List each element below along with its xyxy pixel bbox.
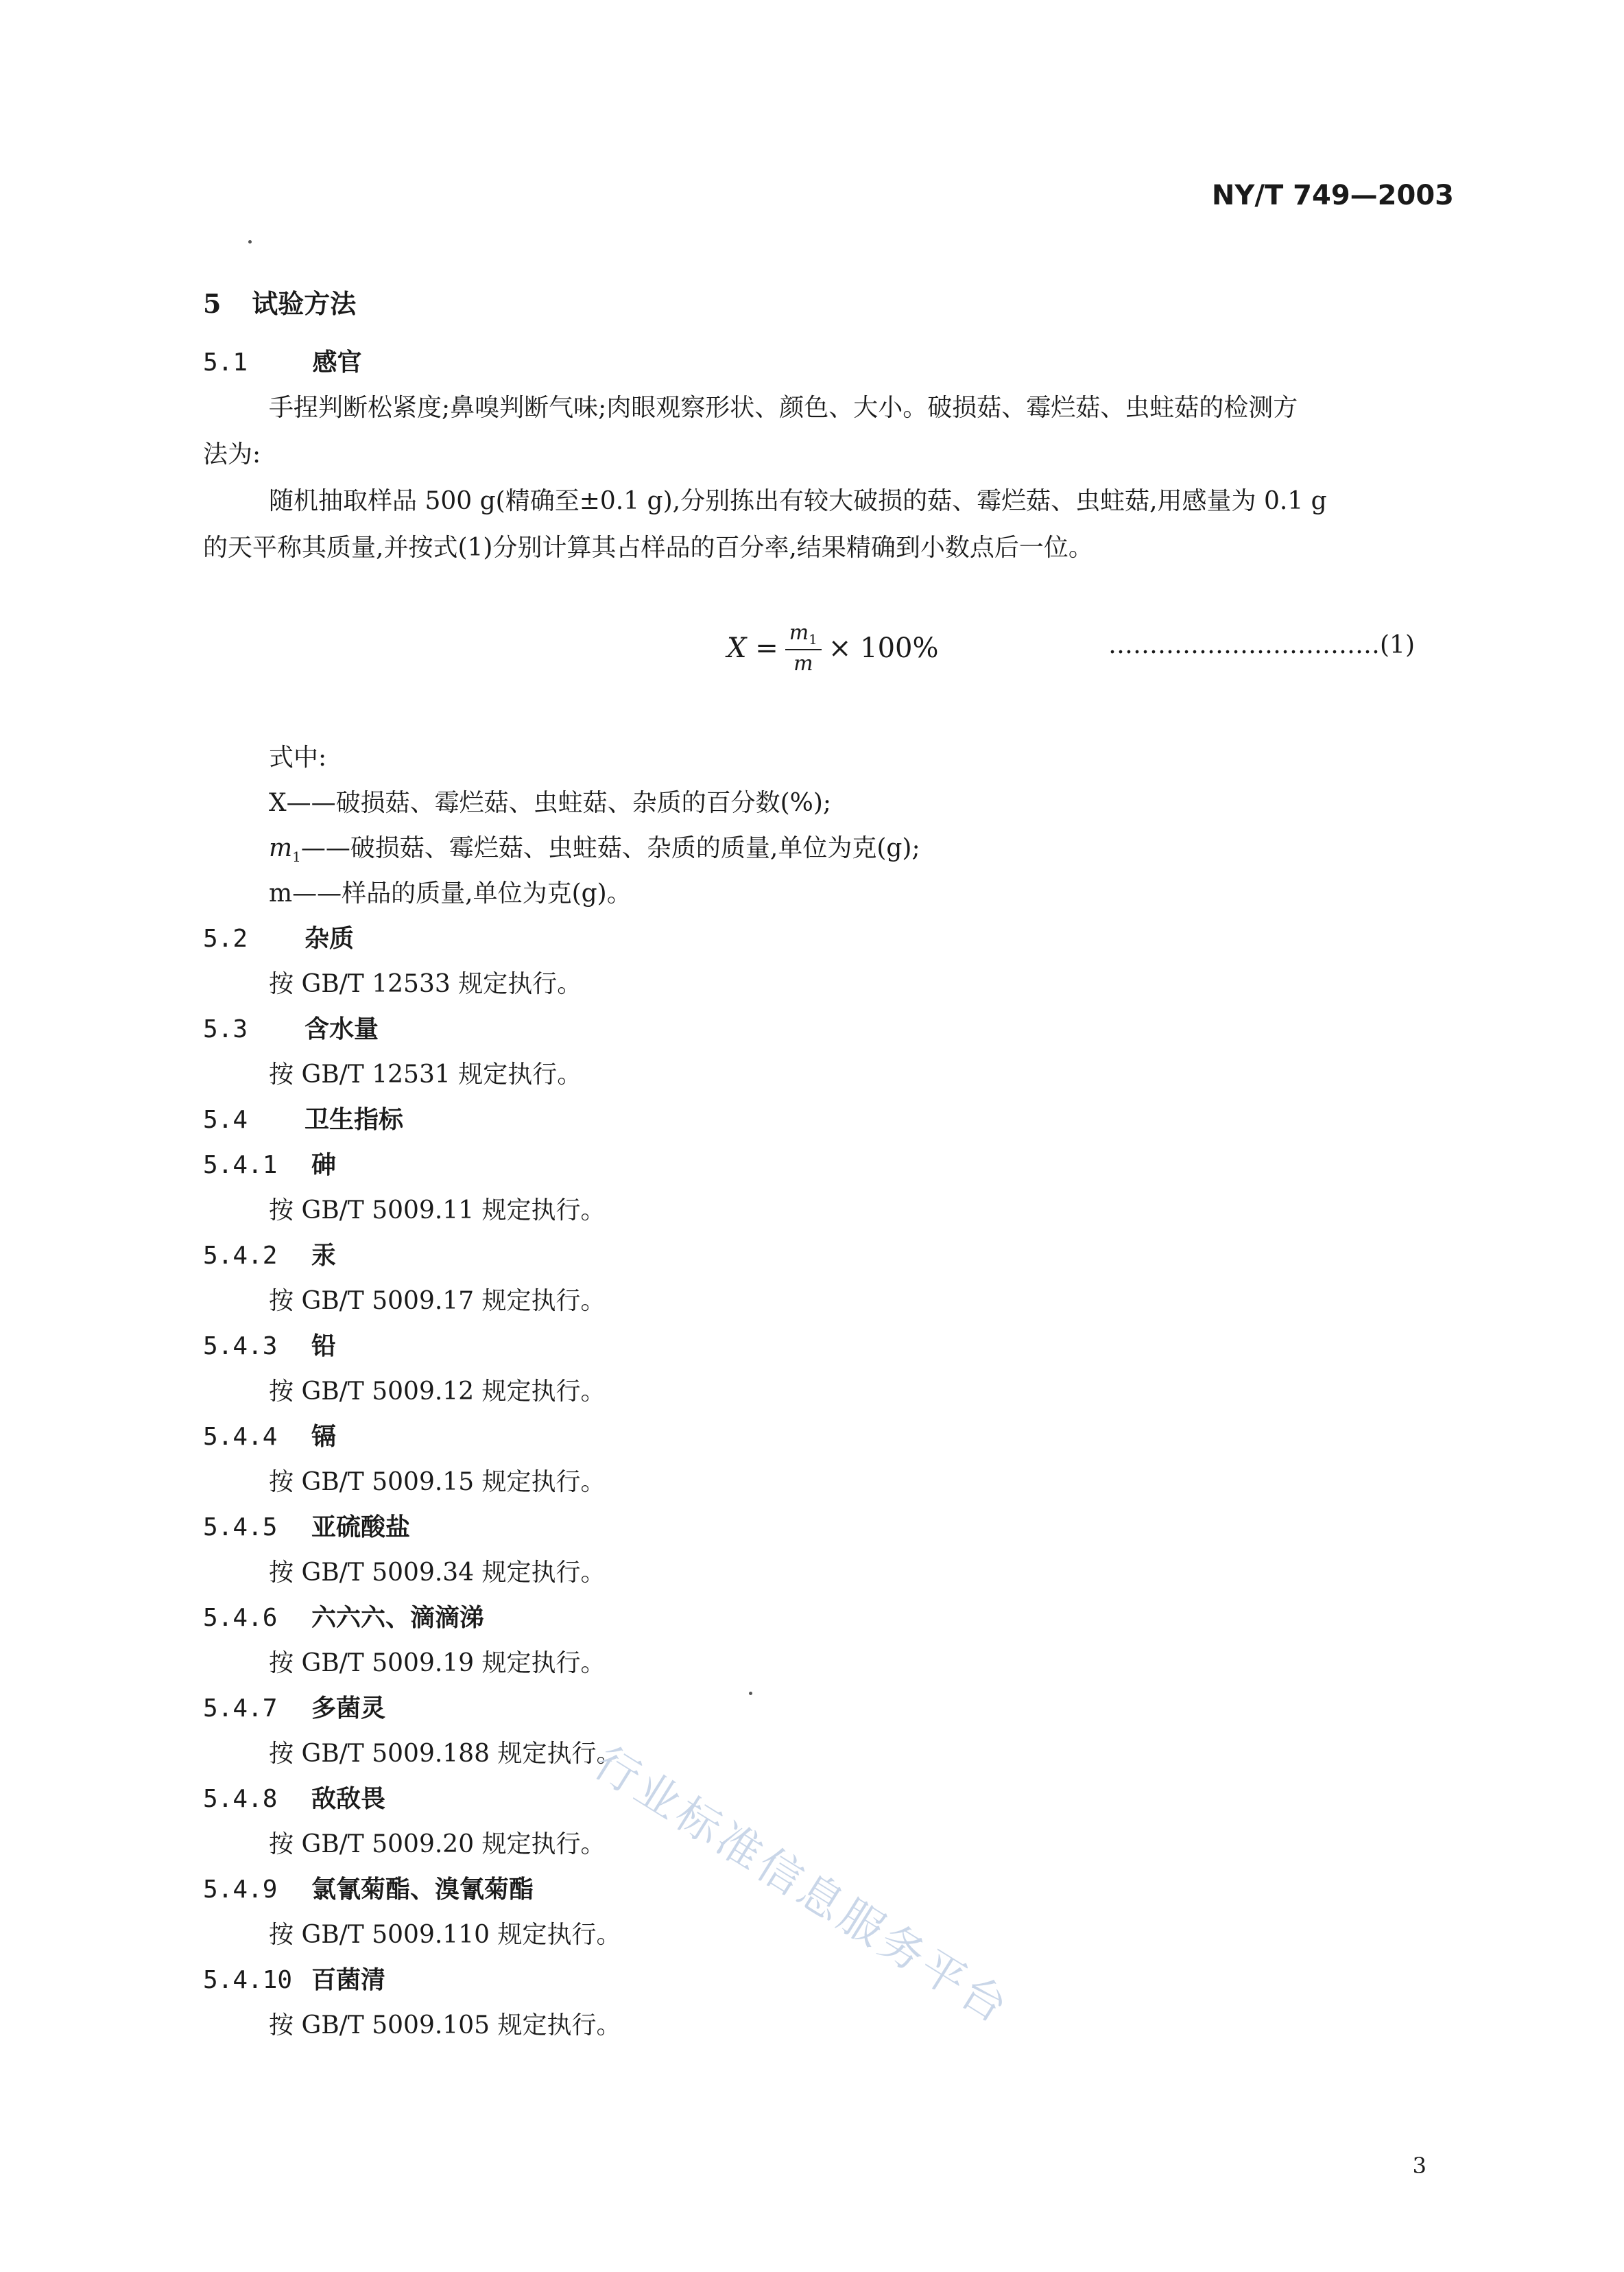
section-title: 感官 [312,348,362,377]
m1-text: ——破损菇、霉烂菇、虫蛀菇、杂质的质量,单位为克(g); [300,834,920,862]
section-number: 5.4 [203,1106,248,1134]
section-title: 砷 [311,1150,337,1179]
section-5-4-7-heading [203,1689,385,1724]
where-x-definition: X——破损菇、霉烂菇、虫蛀菇、杂质的百分数(%); [269,789,832,817]
section-5-4-10-text: 按 GB/T 5009.105 规定执行。 [269,2011,621,2039]
paragraph-line: 随机抽取样品 500 g(精确至±0.1 g),分别拣出有较大破损的菇、霉烂菇、虫蛀菇,用感量为 0.1 g [269,487,1327,515]
formula-lhs: X = [727,632,778,664]
section-5-3-heading [203,1010,379,1045]
section-number: 5.4.2 [203,1242,278,1270]
section-number: 5.1 [203,348,248,377]
section-5-4-1-heading [203,1146,336,1181]
section-number: 5.2 [203,925,248,953]
section-5-1-heading [203,343,361,378]
section-number: 5.4.9 [203,1875,278,1904]
section-number: 5.4.5 [203,1513,278,1541]
m1-subscript: 1 [292,849,301,866]
section-5-4-3-text: 按 GB/T 5009.12 规定执行。 [269,1377,606,1406]
section-title: 镉 [311,1422,337,1451]
formula-numerator-sub: 1 [809,631,817,648]
section-5-2-text: 按 GB/T 12533 规定执行。 [269,970,582,998]
section-number: 5 [203,288,222,319]
section-5-4-9-text: 按 GB/T 5009.110 规定执行。 [269,1921,621,1949]
section-5-4-6-heading [203,1598,484,1633]
formula-1 [727,621,939,676]
formula-numerator: m [789,621,809,645]
section-5-4-10-heading [203,1961,385,1996]
section-5-heading [203,283,356,320]
section-number: 5.4.6 [203,1604,278,1632]
section-number: 5.3 [203,1015,248,1043]
section-number: 5.4.1 [203,1151,278,1179]
page-number: 3 [1412,2153,1426,2179]
formula-denominator: m [793,652,813,676]
section-title: 铅 [311,1332,337,1360]
paragraph-line: 手捏判断松紧度;鼻嗅判断气味;肉眼观察形状、颜色、大小。破损菇、霉烂菇、虫蛀菇的检测方 [269,394,1298,422]
section-title: 亚硫酸盐 [311,1513,411,1541]
section-5-4-8-heading [203,1779,385,1814]
section-5-4-5-text: 按 GB/T 5009.34 规定执行。 [269,1559,606,1587]
section-title: 百菌清 [311,1965,386,1994]
section-5-4-3-heading [203,1327,336,1362]
section-number: 5.4.10 [203,1966,293,1994]
where-m1-definition [269,829,920,865]
section-title: 试验方法 [252,288,357,319]
m1-symbol: m [269,834,293,862]
section-5-4-9-heading [203,1870,534,1905]
section-5-4-4-text: 按 GB/T 5009.15 规定执行。 [269,1468,606,1496]
section-number: 5.4.4 [203,1423,278,1451]
section-5-4-5-heading [203,1508,410,1543]
section-number: 5.4.7 [203,1694,278,1723]
section-title: 杂质 [304,924,355,953]
watermark: 行业标准信息服务平台 [584,1737,1019,2035]
section-title: 汞 [311,1241,337,1270]
standard-number: NY/T 749—2003 [1211,180,1454,211]
scan-speck [749,1692,752,1695]
formula-rhs: × 100% [828,632,939,664]
section-5-4-2-text: 按 GB/T 5009.17 规定执行。 [269,1287,606,1315]
equation-number: ……………………………(1) [1108,631,1415,659]
formula-fraction [785,621,822,676]
section-title: 敌敌畏 [311,1784,386,1813]
paragraph-line: 的天平称其质量,并按式(1)分别计算其占样品的百分率,结果精确到小数点后一位。 [203,534,1093,562]
scan-speck [248,240,252,244]
section-5-2-heading [203,919,354,954]
section-5-4-4-heading [203,1417,336,1452]
where-intro: 式中: [269,744,327,772]
section-title: 卫生指标 [304,1105,404,1134]
section-5-4-heading [203,1100,403,1135]
section-title: 六六六、滴滴涕 [311,1603,485,1632]
section-5-4-7-text: 按 GB/T 5009.188 规定执行。 [269,1740,621,1768]
section-5-4-8-text: 按 GB/T 5009.20 规定执行。 [269,1830,606,1858]
section-number: 5.4.8 [203,1785,278,1813]
paragraph-line: 法为: [203,440,261,469]
section-5-4-6-text: 按 GB/T 5009.19 规定执行。 [269,1649,606,1677]
section-title: 氯氰菊酯、溴氰菊酯 [311,1875,534,1904]
section-5-3-text: 按 GB/T 12531 规定执行。 [269,1061,582,1089]
where-m-definition: m——样品的质量,单位为克(g)。 [269,879,632,908]
section-number: 5.4.3 [203,1332,278,1360]
section-title: 含水量 [304,1015,379,1043]
section-5-4-1-text: 按 GB/T 5009.11 规定执行。 [269,1196,606,1224]
section-5-4-2-heading [203,1236,336,1271]
section-title: 多菌灵 [311,1694,386,1723]
